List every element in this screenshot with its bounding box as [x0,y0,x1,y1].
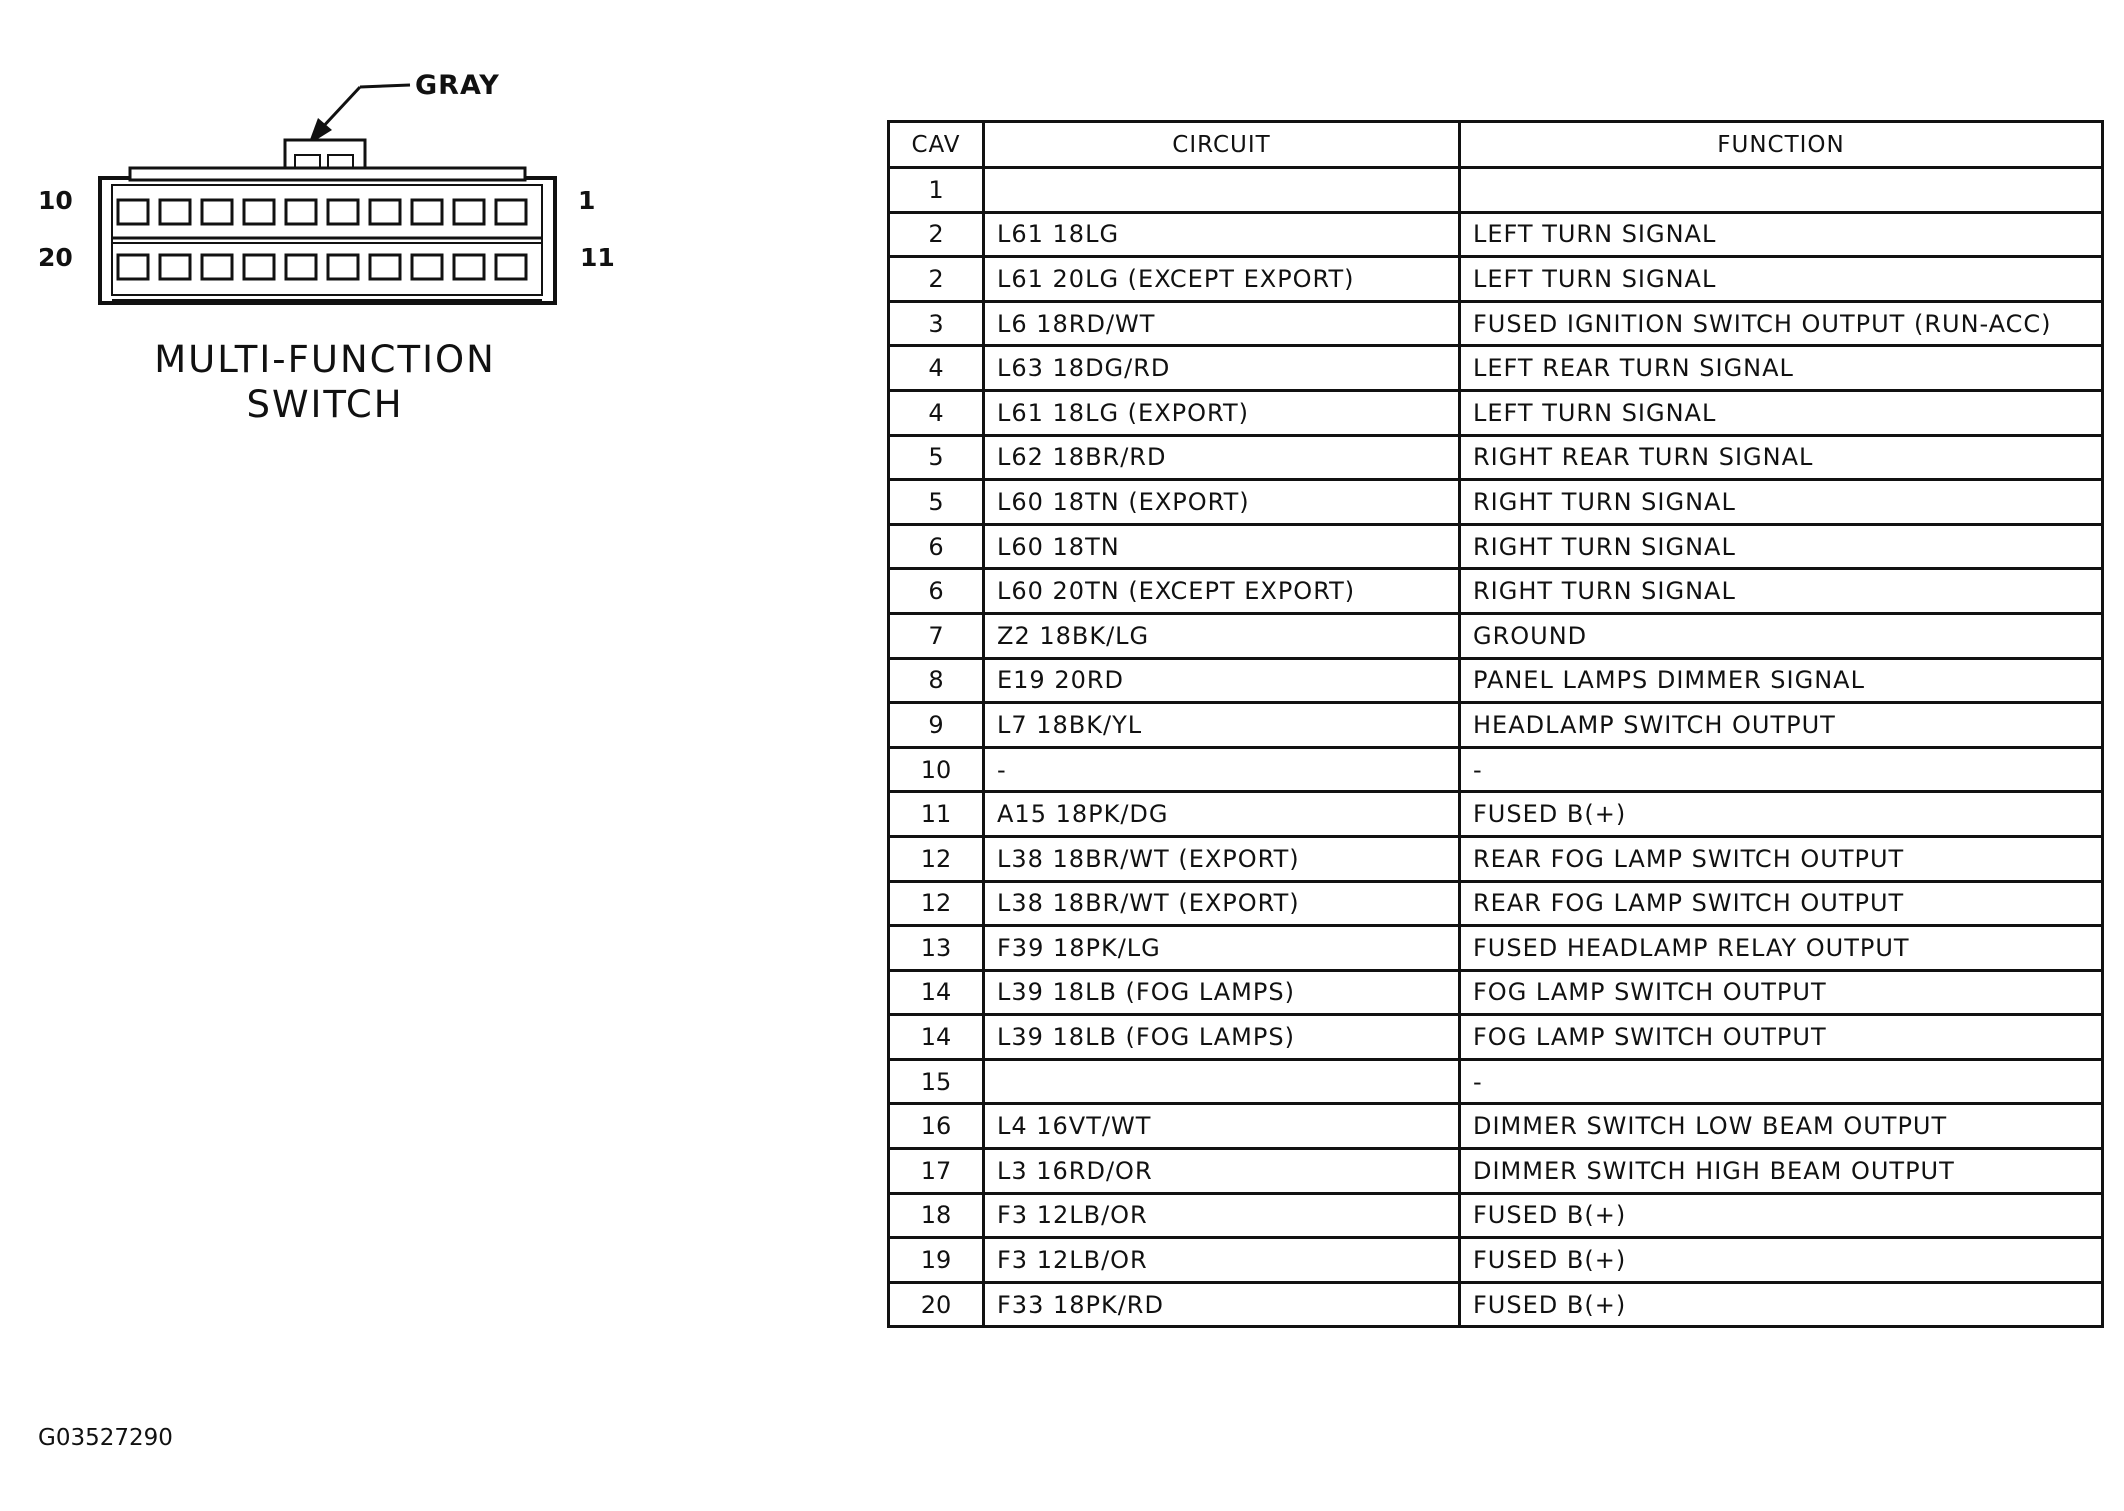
table-row [889,1015,2103,1060]
pin-number-top-left: 10 [38,186,73,215]
circuit-cell: L60 20TN (EXCEPT EXPORT) [984,569,1460,614]
circuit-cell: F39 18PK/LG [984,926,1460,971]
function-cell: LEFT REAR TURN SIGNAL [1460,346,2103,391]
circuit-cell: F3 12LB/OR [984,1193,1460,1238]
circuit-cell: F33 18PK/RD [984,1282,1460,1327]
circuit-cell: L63 18DG/RD [984,346,1460,391]
cav-cell: 3 [889,301,984,346]
function-cell: REAR FOG LAMP SWITCH OUTPUT [1460,881,2103,926]
function-cell: RIGHT TURN SIGNAL [1460,524,2103,569]
circuit-cell: L38 18BR/WT (EXPORT) [984,836,1460,881]
pinout-table [887,120,2104,1328]
circuit-cell: E19 20RD [984,658,1460,703]
circuit-cell: L61 20LG (EXCEPT EXPORT) [984,257,1460,302]
cav-cell: 14 [889,970,984,1015]
cav-cell: 19 [889,1238,984,1283]
function-cell [1460,168,2103,213]
table-row [889,970,2103,1015]
circuit-cell [984,1059,1460,1104]
table-row [889,480,2103,525]
cav-cell: 7 [889,613,984,658]
circuit-cell: L60 18TN [984,524,1460,569]
cav-cell: 11 [889,792,984,837]
function-cell: FUSED HEADLAMP RELAY OUTPUT [1460,926,2103,971]
cav-cell: 10 [889,747,984,792]
cav-cell: 6 [889,569,984,614]
function-cell: GROUND [1460,613,2103,658]
cav-cell: 4 [889,390,984,435]
table-row [889,569,2103,614]
function-cell: LEFT TURN SIGNAL [1460,257,2103,302]
circuit-cell: L39 18LB (FOG LAMPS) [984,1015,1460,1060]
function-cell: HEADLAMP SWITCH OUTPUT [1460,703,2103,748]
gray-leader-line-diag [320,87,360,130]
circuit-cell: L6 18RD/WT [984,301,1460,346]
table-row [889,435,2103,480]
table-row [889,1149,2103,1194]
cav-cell: 16 [889,1104,984,1149]
circuit-cell: L7 18BK/YL [984,703,1460,748]
circuit-cell: - [984,747,1460,792]
table-row [889,926,2103,971]
pin-number-bottom-right: 11 [580,243,615,272]
connector-caption-line2: SWITCH [246,383,404,426]
cav-cell: 14 [889,1015,984,1060]
table-row [889,346,2103,391]
table-header-row [889,122,2103,168]
table-row [889,613,2103,658]
cav-cell: 1 [889,168,984,213]
cav-cell: 20 [889,1282,984,1327]
table-row [889,703,2103,748]
function-cell: FUSED B(+) [1460,792,2103,837]
cav-cell: 2 [889,212,984,257]
cav-cell: 18 [889,1193,984,1238]
table-row [889,1282,2103,1327]
table-row [889,168,2103,213]
table-row [889,747,2103,792]
header-function: FUNCTION [1460,122,2103,168]
cav-cell: 8 [889,658,984,703]
table-row [889,1059,2103,1104]
circuit-cell: L39 18LB (FOG LAMPS) [984,970,1460,1015]
cav-cell: 15 [889,1059,984,1104]
table-row [889,301,2103,346]
table-row [889,1104,2103,1149]
figure-id: G03527290 [38,1425,173,1451]
circuit-cell: L62 18BR/RD [984,435,1460,480]
circuit-cell: L38 18BR/WT (EXPORT) [984,881,1460,926]
cav-cell: 5 [889,480,984,525]
circuit-cell: L61 18LG (EXPORT) [984,390,1460,435]
function-cell: FOG LAMP SWITCH OUTPUT [1460,970,2103,1015]
cav-cell: 5 [889,435,984,480]
circuit-cell: L4 16VT/WT [984,1104,1460,1149]
gray-leader-line [360,85,410,87]
pin-number-bottom-left: 20 [38,243,73,272]
cav-cell: 9 [889,703,984,748]
function-cell: RIGHT REAR TURN SIGNAL [1460,435,2103,480]
table-row [889,836,2103,881]
circuit-cell: Z2 18BK/LG [984,613,1460,658]
cav-cell: 2 [889,257,984,302]
function-cell: RIGHT TURN SIGNAL [1460,569,2103,614]
function-cell: RIGHT TURN SIGNAL [1460,480,2103,525]
circuit-cell: L61 18LG [984,212,1460,257]
header-circuit: CIRCUIT [984,122,1460,168]
function-cell: REAR FOG LAMP SWITCH OUTPUT [1460,836,2103,881]
function-cell: FUSED IGNITION SWITCH OUTPUT (RUN-ACC) [1460,301,2103,346]
circuit-cell: L3 16RD/OR [984,1149,1460,1194]
function-cell: LEFT TURN SIGNAL [1460,212,2103,257]
function-cell: FUSED B(+) [1460,1282,2103,1327]
function-cell: LEFT TURN SIGNAL [1460,390,2103,435]
connector-caption-line1: MULTI-FUNCTION [154,338,496,381]
function-cell: - [1460,747,2103,792]
circuit-cell: L60 18TN (EXPORT) [984,480,1460,525]
function-cell: FUSED B(+) [1460,1193,2103,1238]
cav-cell: 12 [889,881,984,926]
table-row [889,881,2103,926]
table-row [889,212,2103,257]
function-cell: DIMMER SWITCH LOW BEAM OUTPUT [1460,1104,2103,1149]
table-row [889,257,2103,302]
table-row [889,390,2103,435]
pin-number-top-right: 1 [578,186,596,215]
function-cell: DIMMER SWITCH HIGH BEAM OUTPUT [1460,1149,2103,1194]
circuit-cell: A15 18PK/DG [984,792,1460,837]
table-row [889,792,2103,837]
circuit-cell: F3 12LB/OR [984,1238,1460,1283]
function-cell: FUSED B(+) [1460,1238,2103,1283]
circuit-cell [984,168,1460,213]
connector-color-label: GRAY [415,70,500,101]
connector-body [100,178,555,303]
cav-cell: 4 [889,346,984,391]
cav-cell: 12 [889,836,984,881]
cav-cell: 17 [889,1149,984,1194]
table-row [889,658,2103,703]
function-cell: PANEL LAMPS DIMMER SIGNAL [1460,658,2103,703]
cav-cell: 6 [889,524,984,569]
function-cell: - [1460,1059,2103,1104]
table-row [889,1193,2103,1238]
header-cav: CAV [889,122,984,168]
cav-cell: 13 [889,926,984,971]
table-row [889,1238,2103,1283]
table-row [889,524,2103,569]
function-cell: FOG LAMP SWITCH OUTPUT [1460,1015,2103,1060]
